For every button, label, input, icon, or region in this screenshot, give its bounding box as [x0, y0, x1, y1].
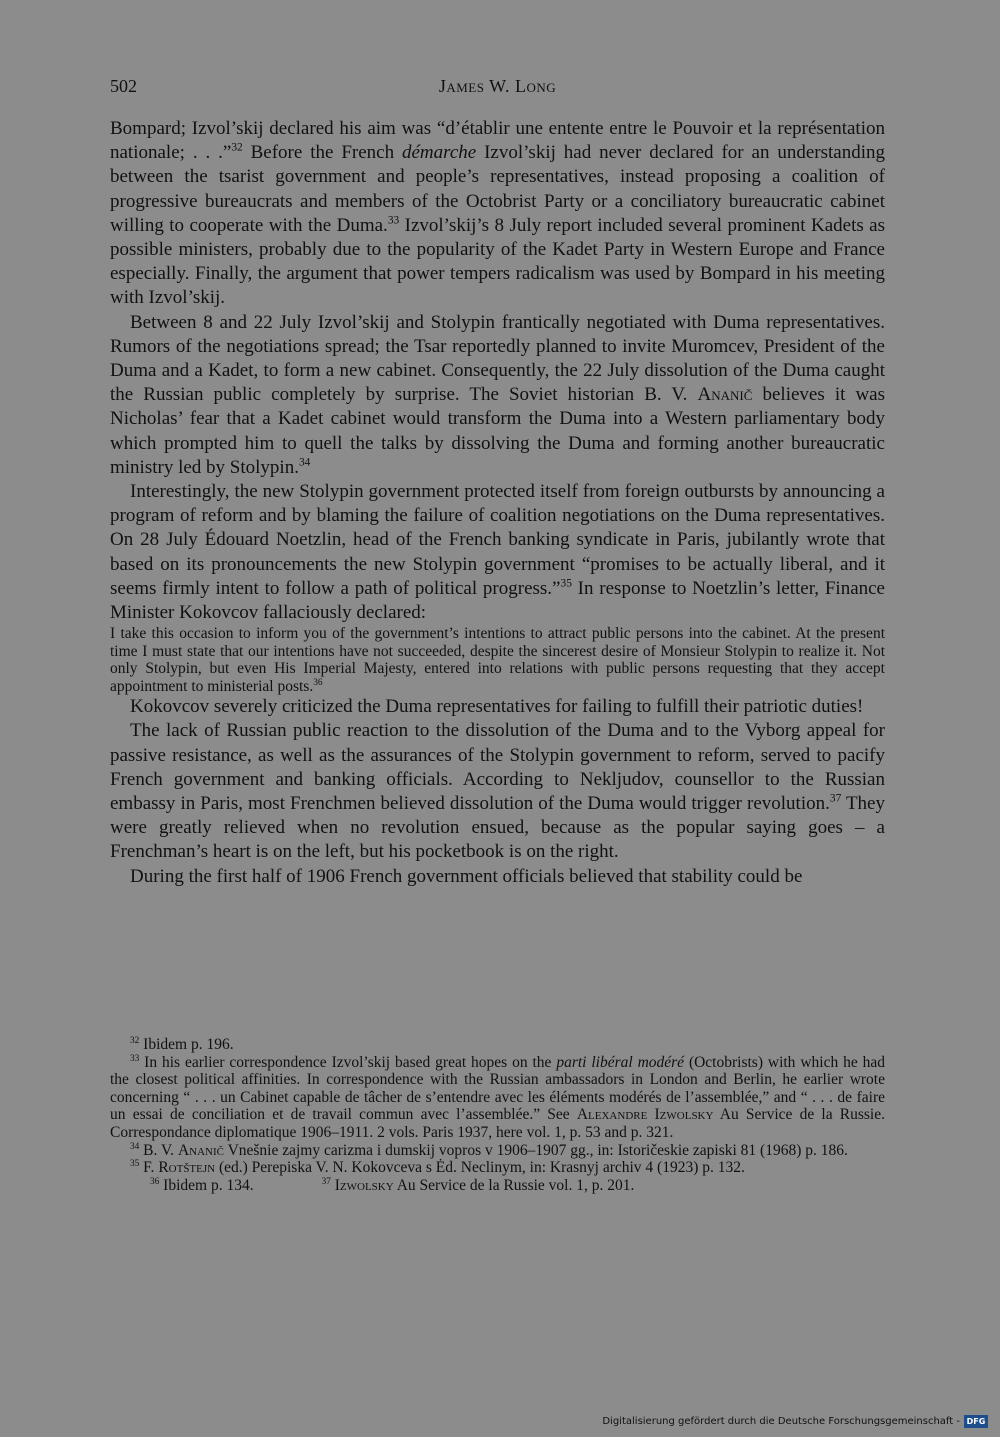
footnotes — [110, 1036, 885, 1194]
footnote-35: $^{35}$ F. Rotštejn (ed.) Perepiska V. N. Kokovceva s Ėd. Neclinym, in: Krasnyj archiv 4 (1923) p. 132. — [130, 1159, 745, 1177]
footnote-ref-37: 37 — [829, 792, 842, 805]
dfg-logo: DFG — [964, 1415, 988, 1428]
footnote-ref-32: 32 — [231, 141, 243, 154]
page-header — [110, 70, 885, 100]
paragraph-1: Bompard; Izvol’skij declared his aim was “d’établir une entente entre le Pouvoir et la représentation nationale; . . .”$^{32}$ Before the French démarche Izvol’skij had never declared for an understanding between the tsarist government and people’s representatives, instead proposing a coalition of progressive bureaucrats and members of the Octobrist Party or a conciliatory bureaucratic cabinet willing to cooperate with the Duma.$^{33}$ Izvol’skij’s 8 July report included several prominent Kadets as possible ministers, probably due to the popularity of the Kadet Party in Western Europe and France especially. Finally, the argument that power tempers radicalism was used by Bompard in his meeting with Izvol’skij. — [110, 118, 885, 309]
footnote-ref-34: 34 — [298, 456, 311, 469]
paragraph-3: Interestingly, the new Stolypin government protected itself from foreign outbursts by announcing a program of reform and by blaming the failure of coalition negotiations on the Duma representatives. On 28 July Édouard Noetzlin, head of the French banking syndicate in Paris, jubilantly wrote that based on its pronouncements the new Stolypin government “promises to be actually liberal, and it seems firmly intent to follow a path of political progress.”$^{35}$ In response to Noetzlin’s letter, Finance Minister Kokovcov fallaciously declared: — [110, 481, 885, 624]
paragraph-2: Between 8 and 22 July Izvol’skij and Stolypin frantically negotiated with Duma representatives. Rumors of the negotiations spread; the Tsar reportedly planned to invite Muromcev, President of the Duma and a Kadet, to form a new cabinet. Consequently, the 22 July dissolution of the Duma caught the Russian public completely by surprise. The Soviet historian B. V. Ananič believes it was Nicholas’ fear that a Kadet cabinet would transform the Duma into a Western parliamentary body which prompted him to quell the talks by dissolving the Duma and forming another bureaucratic ministry led by Stolypin.$^{34}$ — [110, 311, 886, 478]
block-quote: I take this occasion to inform you of the government’s intentions to attract public persons into the cabinet. At the present time I must state that our intentions have not succeeded, despite the sincerest desire of Monsieur Stolypin to realize it. Not only Stolypin, but even His Imperial Majesty, entered into relations with public persons requesting that they accept appointment to ministerial posts.$^{36}$ — [110, 625, 885, 695]
footnote-33: $^{33}$ In his earlier correspondence Izvol’skij based great hopes on the parti libéral modéré (Octobrists) with which he had the closest political affinities. In correspondence with the Russian ambassadors in London and Berlin, he earlier wrote concerning “ . . . un Cabinet capable de tâcher de s’entendre avec les éléments modérés de l’assemblée,” and “ . . . de faire un essai de conciliation et de travail commun avec l’assemblée.” See Alexandre Izwolsky Au Service de la Russie. Correspondance diplomatique 1906–1911. 2 vols. Paris 1937, here vol. 1, p. 53 and p. 321. — [110, 1053, 885, 1141]
paragraph-6: During the first half of 1906 French government officials believed that stability could be — [130, 865, 803, 887]
paragraph-5: The lack of Russian public reaction to the dissolution of the Duma and to the Vyborg appeal for passive resistance, as well as the assurances of the Stolypin government to reform, served to pacify French government and banking officials. According to Nekljudov, counsellor to the Russian embassy in Paris, most Frenchmen believed dissolution of the Duma would trigger revolution.$^{37}$ They were greatly relieved when no revolution ensued, because as the popular saying goes – a Frenchman’s heart is on the left, but his pocketbook is on the right. — [110, 720, 885, 863]
footnote-34: $^{34}$ B. V. Ananič Vnešnie zajmy carizma i dumskij vopros v 1906–1907 gg., in: Istoričeskie zapiski 81 (1968) p. 186. — [130, 1141, 848, 1159]
footer-text: Digitalisierung gefördert durch die Deutsche Forschungsgemeinschaft - — [602, 1415, 960, 1427]
footnote-ref-36: 36 — [313, 677, 323, 688]
footnote-32: $^{32}$ Ibidem p. 196. — [130, 1035, 234, 1053]
footnote-36: $^{36}$ Ibidem p. 134. — [150, 1176, 254, 1194]
body-text — [110, 117, 885, 889]
footnote-37: $^{37}$ Izwolsky Au Service de la Russie vol. 1, p. 201. — [321, 1176, 635, 1194]
footnote-ref-35: 35 — [560, 577, 572, 590]
paragraph-4: Kokovcov severely criticized the Duma representatives for failing to fulfill their patriotic duties! — [130, 696, 864, 718]
digitization-footer — [602, 1411, 988, 1431]
author-name: Ananič — [697, 384, 753, 406]
footnotes-36-37 — [110, 1177, 885, 1195]
footnote-ref-33: 33 — [387, 214, 400, 227]
page-number: 502 — [110, 76, 137, 96]
running-head: James W. Long — [438, 76, 557, 96]
